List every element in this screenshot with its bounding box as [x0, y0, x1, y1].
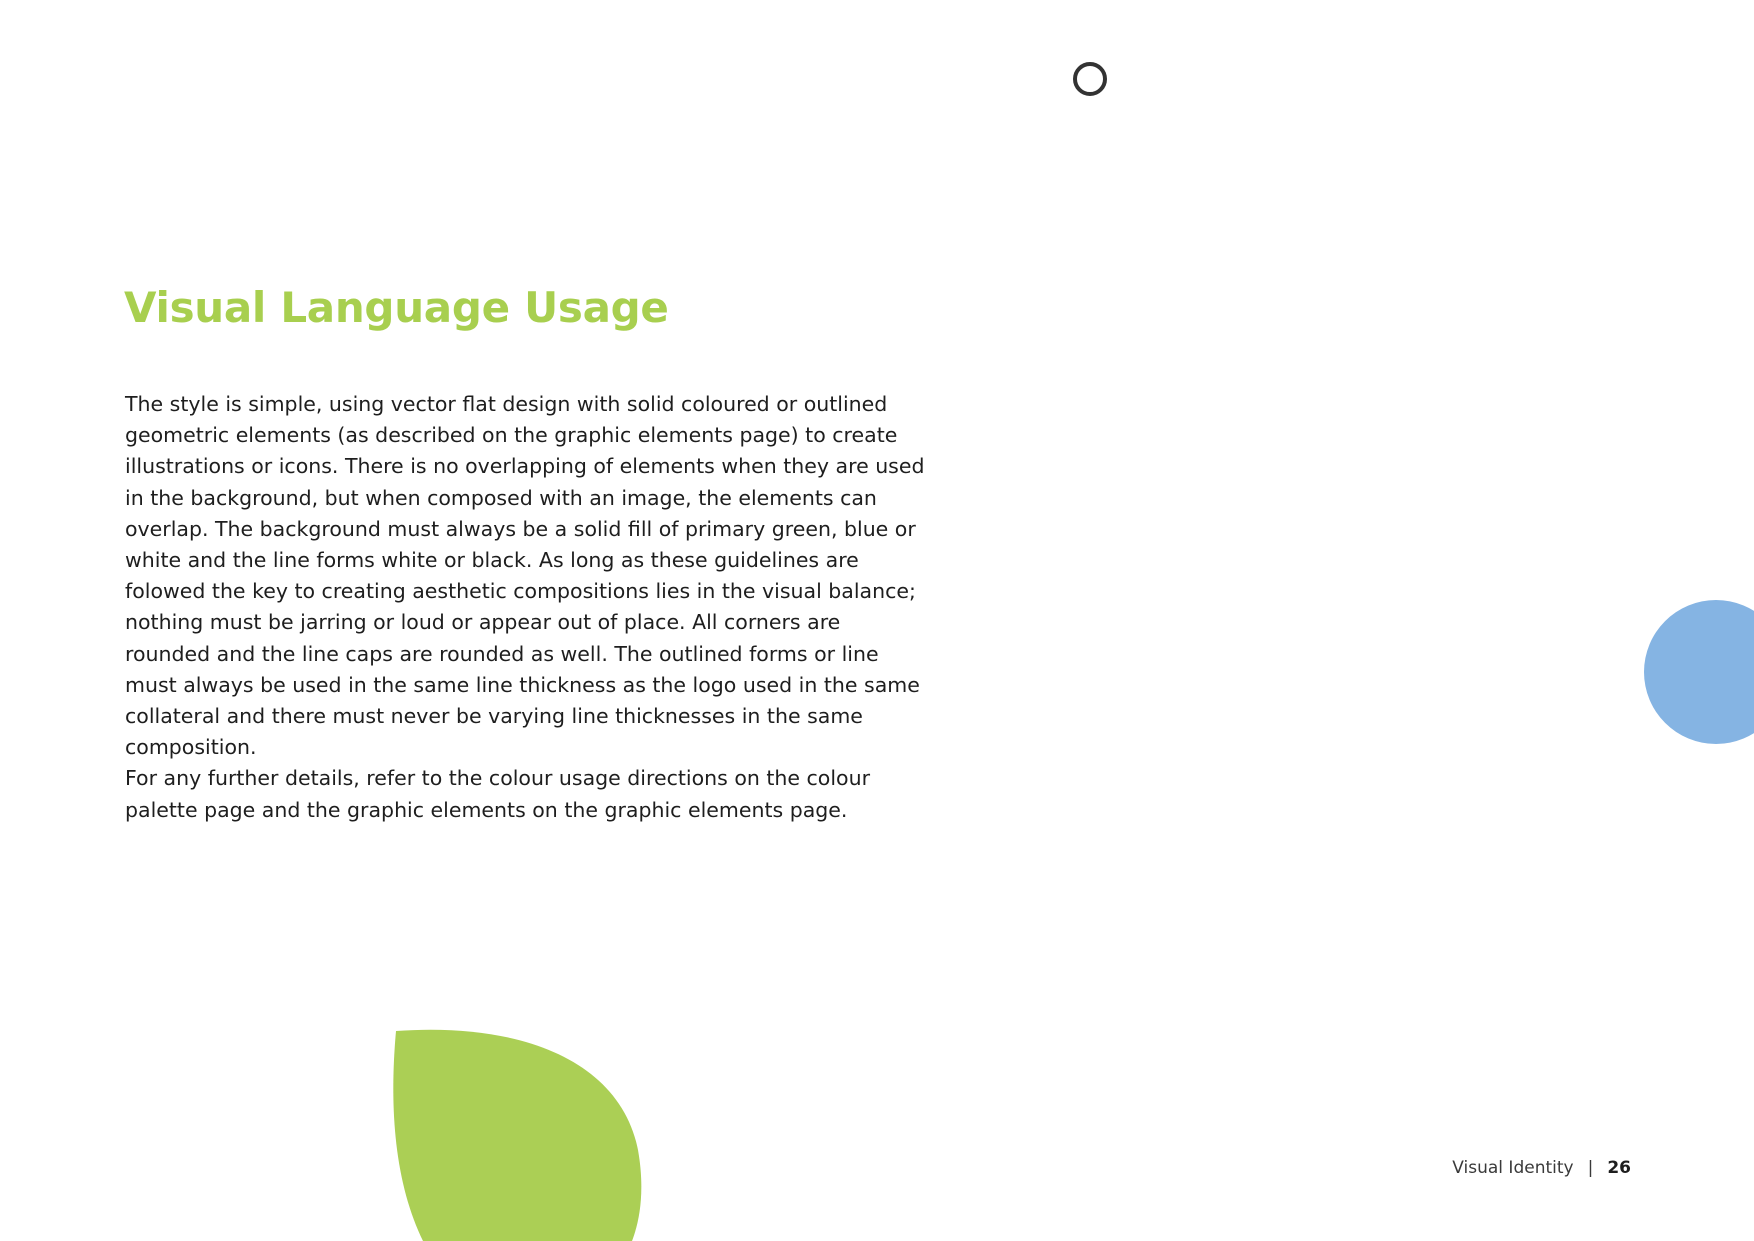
body-copy	[125, 389, 925, 826]
outline-ring-icon	[1075, 64, 1105, 94]
footer-separator: |	[1587, 1158, 1594, 1178]
page-number: 26	[1607, 1158, 1631, 1178]
page-title: Visual Language Usage	[124, 283, 669, 332]
page-footer	[1452, 1156, 1631, 1180]
blue-circle-shape	[1644, 600, 1754, 744]
body-paragraph: The style is simple, using vector flat design with solid coloured or outlined geometric elements (as described on the graphic elements page) to create illustrations or icons. There is no overlapping of elements when they are used in the background, but when composed with an image, the elements can overlap. The background must always be a solid fill of primary green, blue or white and the line forms white or black. As long as these guidelines are folowed the key to creating aesthetic compositions lies in the visual balance; nothing must be jarring or loud or appear out of place. All corners are rounded and the line caps are rounded as well. The outlined forms or line must always be used in the same line thickness as the logo used in the same collateral and there must never be varying line thicknesses in the same composition.	[125, 392, 925, 760]
green-leaf-shape	[393, 1030, 641, 1241]
footer-section-label: Visual Identity	[1452, 1158, 1574, 1178]
body-paragraph: For any further details, refer to the colour usage directions on the colour palette page and the graphic elements on the graphic elements page.	[125, 766, 871, 822]
